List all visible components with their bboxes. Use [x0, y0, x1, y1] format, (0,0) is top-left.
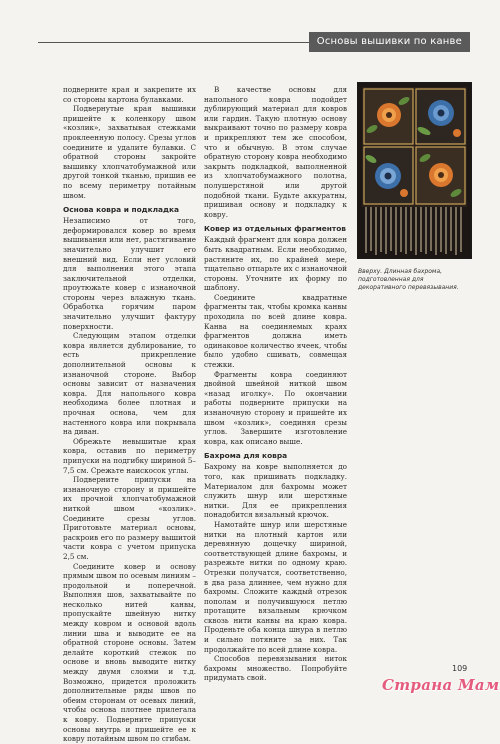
paragraph: Бахрому на ковре выполняется до того, как пришивать подкладку. Материалом для бахромы может служить шнур или шерстяные нитки. Для ее прикрепления понадобится вязальный крючок.	[204, 462, 347, 520]
text-column-middle	[204, 85, 347, 683]
photo-caption: Вверху. Длинная бахрома, подготовленная для декоративного перевязывания.	[358, 268, 459, 291]
paragraph: Соедините ковер и основу прямым швом по осевым линиям – продольной и поперечной. Выполняя шов, захватывайте по несколько нитей канвы, пропускайте швейную нитку между ковром и основой вдоль линии шва и выводите ее на обратной стороне основы. Затем делайте короткий стежок по основе и вновь выводите нитку между двумя слоями и т.д. Возможно, придется проложить дополнительные ряды швов по обеим сторонам от осевых линий, чтобы основа плотнее прилегала к ковру. Подверните припуски основы внутрь и пришейте ее к ковру потайным швом по сгибам.	[63, 561, 196, 744]
rug-illustration	[358, 83, 471, 258]
paragraph: Обрежьте невышитые края ковра, оставив по периметру припуски на подгибку шириной 5–7,5 см. Срежьте наискосок углы.	[63, 436, 196, 475]
site-watermark: Страна Мам	[382, 676, 500, 694]
text-column-left	[63, 85, 196, 744]
paragraph: Фрагменты ковра соединяют двойной швейной ниткой швом «назад иголку». По окончании работы подверните припуски на изнаночную сторону и пришейте их швом «козлик», соединяя срезы углов. Завершите изготовление ковра, как описано выше.	[204, 369, 347, 446]
paragraph: Соедините квадратные фрагменты так, чтобы кромка канвы проходила по всей длине ковра. Канва на соединяемых краях фрагментов должна иметь одинаковое количество ячеек, чтобы было удобно сшивать, совмещая стежки.	[204, 292, 347, 370]
paragraph: Подверните припуски на изнаночную сторону и пришейте их прочной хлопчатобумажной ниткой швом «козлик». Соедините срезы углов. Приготовьте материал основы, раскроив его по размеру вышитой части ковра с учетом припуска 2,5 см.	[63, 475, 196, 561]
subheading-base-and-lining: Основа ковра и подкладка	[63, 205, 179, 215]
paragraph: Способов перевязывания ниток бахромы множество. Попробуйте придумать свой.	[204, 654, 347, 683]
section-header: Основы вышивки по канве	[309, 32, 470, 52]
paragraph: Следующим этапом отделки ковра является дублирование, то есть прикрепление дополнительной основы к изнаночной стороне. Выбор основы зависит от назначения ковра. Для напольного ковра необходима более плотная и прочная основа, чем для настенного ковра или покрывала на диван.	[63, 331, 196, 437]
paragraph: Намотайте шнур или шерстяные нитки на плотный картон или деревянную дощечку шириной, соответствующей длине бахромы, и разрежьте нитки по одному краю. Отрезки получатся, соответственно, в два раза длиннее, чем нужно для бахромы. Сложите каждый отрезок пополам и получившуюся петлю протащите вязальным крючком сквозь нити канвы на краю ковра. Проденьте оба конца шнура в петлю и сильно потяните за них. Так продолжайте по всей длине ковра.	[204, 519, 347, 654]
paragraph: подверните края и закрепите их со стороны картона булавками.	[63, 85, 196, 104]
page-number: 109	[452, 664, 468, 673]
paragraph: Подвернутые края вышивки пришейте к коленкору швом «козлик», захватывая стежками проклеенную полосу. Срезы углов соедините и удалите булавки. С обратной стороны закройте вышивку хлопчатобумажной или другой тонкой тканью, пришив ее по всему периметру потайным швом.	[63, 104, 196, 200]
paragraph: В качестве основы для напольного ковра подойдет дублирующий материал для ковров или гардин. Такую плотную основу выкраивают точно по размеру ковра и прикрепляют тем же способом, что и обычную. В этом случае обратную сторону ковра необходимо закрыть подкладкой, выполненной из хлопчатобумажного полотна, полушерстяной или другой подобной ткани. Будьте аккуратны, пришивая основу и подкладку к ковру.	[204, 85, 347, 219]
paragraph: Незаписимо от того, деформировался ковер во время вышивания или нет, растягивание значительно улучшит его внешний вид. Если нет условий для выполнения этого этапа заключительной отделки, проутюжьте ковер с изнаночной стороны через влажную ткань. Обработка горячим паром значительно улучшит фактуру поверхности.	[63, 216, 196, 331]
paragraph: Каждый фрагмент для ковра должен быть квадратным. Если необходимо, растяните их, по крайней мере, тщательно отпарьте их с изнаночной стороны. Уточните их форму по шаблону.	[204, 235, 347, 293]
subheading-fringe: Бахрома для ковра	[204, 451, 288, 461]
subheading-fragments-rug: Ковер из отдельных фрагментов	[204, 224, 346, 234]
rug-photo	[357, 82, 472, 259]
